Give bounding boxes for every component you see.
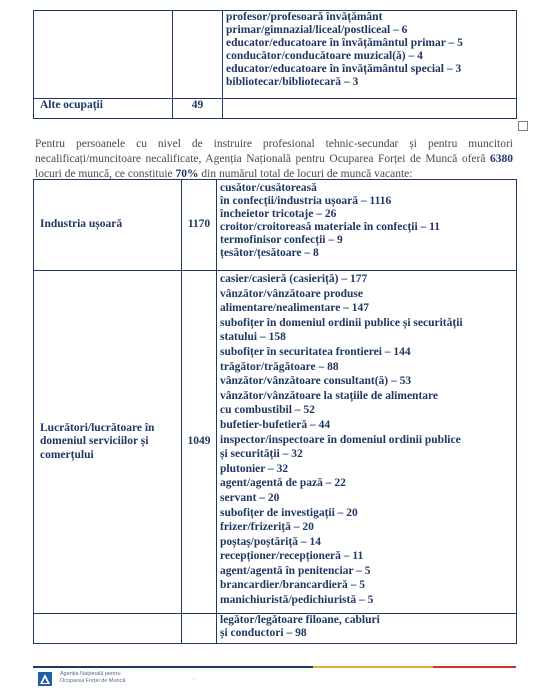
list-item: subofițer în securitatea frontierei – 144 [220, 345, 411, 358]
footer-divider-blue [33, 666, 313, 668]
table-cell-count [182, 614, 217, 644]
table-row [34, 614, 517, 644]
table-cell-occupations [217, 271, 517, 614]
list-item: cu combustibil – 52 [220, 404, 315, 417]
table-row [34, 99, 517, 119]
paragraph-text: Pentru persoanele cu nivel de instruire profesional tehnic-secundar și pentru muncitori necalificați/muncitoare necalificate, Agenția Națională pentru Ocuparea Forței de Muncă oferă [35, 138, 513, 165]
footer-divider-orange [313, 666, 433, 668]
list-item: termofinisor confecții – 9 [220, 234, 343, 247]
list-item: servant – 20 [220, 491, 280, 504]
table-cell-category [34, 614, 182, 644]
footer-org-line: Agenția Națională pentru [60, 671, 121, 677]
table-cell-category [34, 11, 173, 99]
table-cell-category: Industria ușoară [34, 180, 182, 271]
list-item: statului – 158 [220, 331, 286, 344]
footer-dot: . [193, 676, 195, 682]
table-row [34, 271, 517, 614]
table-cell-occupations [217, 180, 517, 271]
list-item: vânzător/vânzătoare produse [220, 287, 363, 300]
table-cell-occupations [223, 11, 517, 99]
occupations-table-top [33, 10, 517, 119]
paragraph-text: din numărul total de locuri de muncă vacante: [198, 168, 413, 180]
table-cell-category: Lucrători/lucrătoare în domeniul serviciilor și comerțului [34, 271, 182, 614]
list-item: vânzător/vânzătoare la stațiile de alimentare [220, 389, 439, 402]
list-item: primar/gimnazial/liceal/postliceal – 6 [226, 24, 408, 37]
occupations-table-main [33, 179, 517, 644]
list-item: bibliotecar/bibliotecară – 3 [226, 76, 359, 89]
list-item: conducător/conducătoare muzical(ă) – 4 [226, 50, 423, 63]
table-cell-category: Alte ocupații [34, 99, 173, 119]
table-row [34, 11, 517, 99]
list-item: legător/legătoare filoane, cabluri [220, 614, 380, 626]
list-item: croitor/croitoreasă materiale în confecții – 11 [220, 221, 441, 234]
list-item: brancardier/brancardieră – 5 [220, 579, 366, 592]
list-item: alimentare/nealimentare – 147 [220, 302, 370, 315]
list-item: manichiuristă/pedichiuristă – 5 [220, 594, 374, 607]
paragraph-percentage: 70% [175, 168, 199, 180]
table-cell-count: 49 [173, 99, 223, 119]
table-row [34, 180, 517, 271]
list-item: educator/educatoare în învățământul primar – 5 [226, 37, 463, 50]
list-item: casier/casieră (casieriță) – 177 [220, 273, 368, 285]
table-cell-count: 1170 [182, 180, 217, 271]
intro-paragraph [35, 137, 513, 182]
table-cell-count: 1049 [182, 271, 217, 614]
paragraph-number-jobs: 6380 [490, 153, 513, 165]
list-item: cusător/cusătoreasă [220, 182, 317, 194]
table-cell-occupations [217, 614, 517, 644]
list-item: agent/agentă de pază – 22 [220, 477, 346, 490]
list-item: educator/educatoare în învățământul special – 3 [226, 63, 462, 76]
list-item: încheietor tricotaje – 26 [220, 208, 337, 221]
footer-divider-red [433, 666, 516, 668]
footer-org-name [60, 671, 125, 685]
table-cell-count [173, 11, 223, 99]
list-item: vânzător/vânzătoare consultant(ă) – 53 [220, 375, 412, 388]
list-item: recepționer/recepționeră – 11 [220, 550, 364, 563]
list-item: și conductori – 98 [220, 627, 307, 640]
footer-divider [33, 666, 516, 668]
list-item: plutonier – 32 [220, 462, 289, 475]
list-item: în confecții/industria ușoară – 1116 [220, 195, 392, 208]
anofm-logo-icon [38, 672, 52, 686]
list-item: poștaș/poștăriță – 14 [220, 535, 321, 548]
checkbox[interactable] [518, 121, 528, 131]
list-item: subofițer în domeniul ordinii publice și securității [220, 316, 463, 329]
list-item: trăgător/trăgătoare – 88 [220, 360, 339, 373]
table-cell-occupations [223, 99, 517, 119]
footer-org-line: Ocuparea Forței de Muncă [60, 678, 126, 684]
list-item: profesor/profesoară învățământ [226, 11, 383, 23]
list-item: bufetier-bufetieră – 44 [220, 418, 331, 431]
list-item: țesător/țesătoare – 8 [220, 247, 319, 260]
list-item: frizer/frizeriță – 20 [220, 521, 314, 534]
list-item: subofițer de investigații – 20 [220, 506, 358, 519]
paragraph-text: locuri de muncă, ce constituie [35, 168, 176, 180]
list-item: agent/agentă în penitenciar – 5 [220, 564, 371, 577]
list-item: și securității – 32 [220, 448, 303, 461]
list-item: inspector/inspectoare în domeniul ordinii publice [220, 433, 461, 446]
